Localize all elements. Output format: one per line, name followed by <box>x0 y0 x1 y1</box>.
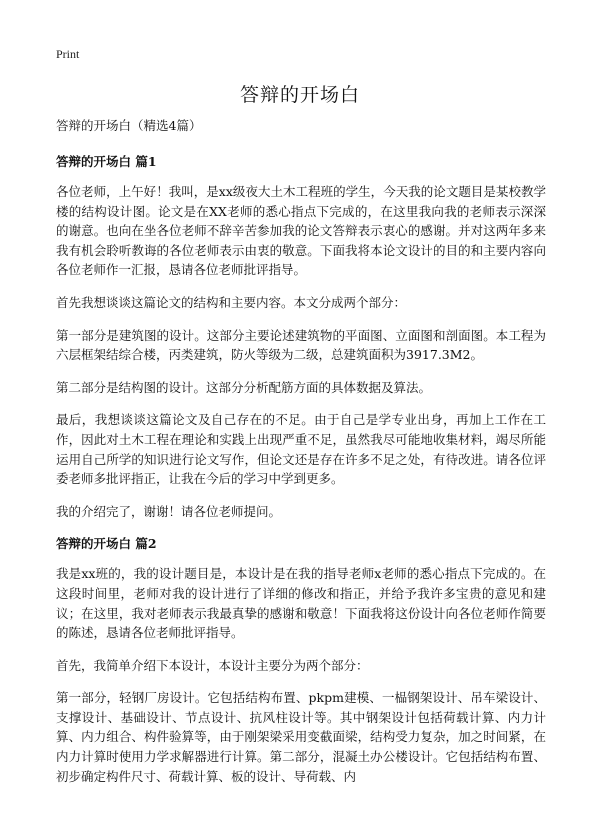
document-body <box>56 116 546 799</box>
paragraph: 我是xx班的，我的设计题目是，本设计是在我的指导老师x老师的悉心指点下完成的。在这段时间里，老师对我的设计进行了详细的修改和指正，并给予我许多宝贵的意见和建议；在这里，我对老师表示我最真挚的感谢和敬意！下面我将这份设计向各位老师作简要的陈述，恳请各位老师批评指导。 <box>56 566 546 641</box>
section-heading: 答辩的开场白 篇1 <box>56 154 157 169</box>
print-label: Print <box>56 47 80 61</box>
section-2 <box>56 534 546 786</box>
paragraph: 第一部分是建筑图的设计。这部分主要论述建筑物的平面图、立面图和剖面图。本工程为六层框架结综合楼，丙类建筑，防火等级为二级，总建筑面积为3917.3M2。 <box>56 327 546 363</box>
document-subtitle: 答辩的开场白（精选4篇） <box>56 118 202 133</box>
page-title: 答辩的开场白 <box>239 84 360 106</box>
paragraph: 第二部分是结构图的设计。这部分分析配筋方面的具体数据及算法。 <box>56 379 432 395</box>
paragraph: 首先，我简单介绍下本设计，本设计主要分为两个部分： <box>56 657 369 673</box>
paragraph: 第一部分，轻钢厂房设计。它包括结构布置、pkpm建模、一榀钢架设计、吊车梁设计、支撑设计、基础设计、节点设计、抗风柱设计等。其中钢架设计包括荷载计算、内力计算、内力组合、构件验算等，由于刚架梁采用变截面梁，结构受力复杂，加之时间紧，在内力计算时使用力学求解器进行计算。第二部分，混凝土办公楼设计。它包括结构布置、初步确定构件尺寸、荷载计算、板的设计、导荷载、内 <box>56 690 546 784</box>
paragraph: 各位老师，上午好！我叫，是xx级夜大土木工程班的学生，今天我的论文题目是某校教学楼的结构设计图。论文是在XX老师的悉心指点下完成的，在这里我向我的老师表示深深的谢意。也向在坐各位老师不辞辛苦参加我的论文答辩表示衷心的感谢。并对这两年多来我有机会聆听教诲的各位老师表示由衷的敬意。下面我将本论文设计的目的和主要内容向各位老师作一汇报，恳请各位老师批评指导。 <box>56 184 546 278</box>
paragraph: 首先我想谈谈这篇论文的结构和主要内容。本文分成两个部分： <box>56 294 407 310</box>
section-heading: 答辩的开场白 篇2 <box>56 536 157 552</box>
section-1 <box>56 152 546 521</box>
paragraph: 我的介绍完了，谢谢！请各位老师提问。 <box>56 503 282 519</box>
paragraph: 最后，我想谈谈这篇论文及自己存在的不足。由于自己是学专业出身，再加上工作在工作，因此对土木工程在理论和实践上出现严重不足，虽然我尽可能地收集材料，竭尽所能运用自己所学的知识进行论文写作，但论文还是存在许多不足之处，有待改进。请各位评委老师多批评指正，让我在今后的学习中学到更多。 <box>56 412 546 487</box>
